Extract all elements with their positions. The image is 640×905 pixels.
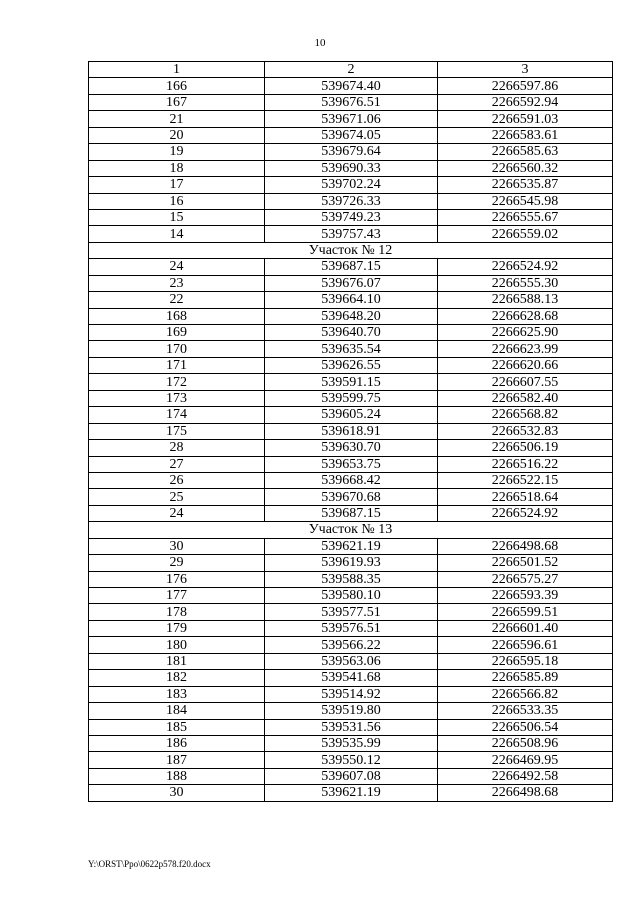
- y-coordinate-cell: 2266575.27: [438, 571, 613, 587]
- y-coordinate-cell: 2266597.86: [438, 78, 613, 94]
- table-row: [89, 160, 613, 176]
- point-number-cell: 30: [89, 785, 265, 801]
- page-number: 10: [314, 37, 326, 49]
- y-coordinate-cell: 2266492.58: [438, 768, 613, 784]
- section-title: Участок № 13: [89, 522, 613, 538]
- y-coordinate-cell: 2266625.90: [438, 325, 613, 341]
- y-coordinate-cell: 2266595.18: [438, 653, 613, 669]
- point-number-cell: 17: [89, 177, 265, 193]
- x-coordinate-cell: 539676.07: [265, 275, 438, 291]
- y-coordinate-cell: 2266582.40: [438, 390, 613, 406]
- y-coordinate-cell: 2266524.92: [438, 259, 613, 275]
- point-number-cell: 176: [89, 571, 265, 587]
- y-coordinate-cell: 2266518.64: [438, 489, 613, 505]
- table-row: [89, 390, 613, 406]
- point-number-cell: 185: [89, 719, 265, 735]
- table-row: [89, 259, 613, 275]
- table-row: [89, 571, 613, 587]
- table-row: [89, 341, 613, 357]
- table-row: [89, 423, 613, 439]
- table-row: [89, 785, 613, 801]
- x-coordinate-cell: 539690.33: [265, 160, 438, 176]
- point-number-cell: 29: [89, 555, 265, 571]
- x-coordinate-cell: 539541.68: [265, 670, 438, 686]
- table-row: [89, 308, 613, 324]
- x-coordinate-cell: 539618.91: [265, 423, 438, 439]
- x-coordinate-cell: 539535.99: [265, 735, 438, 751]
- y-coordinate-cell: 2266568.82: [438, 407, 613, 423]
- table-row: [89, 374, 613, 390]
- y-coordinate-cell: 2266599.51: [438, 604, 613, 620]
- y-coordinate-cell: 2266545.98: [438, 193, 613, 209]
- y-coordinate-cell: 2266566.82: [438, 686, 613, 702]
- table-row: [89, 555, 613, 571]
- table-row: [89, 719, 613, 735]
- x-coordinate-cell: 539635.54: [265, 341, 438, 357]
- table-row: [89, 407, 613, 423]
- x-coordinate-cell: 539670.68: [265, 489, 438, 505]
- table-row: [89, 209, 613, 225]
- x-coordinate-cell: 539531.56: [265, 719, 438, 735]
- point-number-cell: 15: [89, 209, 265, 225]
- point-number-cell: 178: [89, 604, 265, 620]
- x-coordinate-cell: 539671.06: [265, 111, 438, 127]
- point-number-cell: 171: [89, 357, 265, 373]
- y-coordinate-cell: 2266524.92: [438, 505, 613, 521]
- y-coordinate-cell: 2266506.54: [438, 719, 613, 735]
- table-row: [89, 127, 613, 143]
- file-path-footer: Y:\ORST\Ppo\0622p578.f20.docx: [88, 859, 211, 869]
- y-coordinate-cell: 2266607.55: [438, 374, 613, 390]
- point-number-cell: 25: [89, 489, 265, 505]
- point-number-cell: 182: [89, 670, 265, 686]
- section-row: [89, 522, 613, 538]
- point-number-cell: 30: [89, 538, 265, 554]
- table-row: [89, 670, 613, 686]
- point-number-cell: 186: [89, 735, 265, 751]
- table-row: [89, 78, 613, 94]
- y-coordinate-cell: 2266620.66: [438, 357, 613, 373]
- x-coordinate-cell: 539591.15: [265, 374, 438, 390]
- x-coordinate-cell: 539702.24: [265, 177, 438, 193]
- x-coordinate-cell: 539576.51: [265, 620, 438, 636]
- x-coordinate-cell: 539580.10: [265, 588, 438, 604]
- point-number-cell: 187: [89, 752, 265, 768]
- table-row: [89, 637, 613, 653]
- x-coordinate-cell: 539648.20: [265, 308, 438, 324]
- point-number-cell: 26: [89, 472, 265, 488]
- y-coordinate-cell: 2266588.13: [438, 292, 613, 308]
- x-coordinate-cell: 539674.40: [265, 78, 438, 94]
- y-coordinate-cell: 2266469.95: [438, 752, 613, 768]
- table-row: [89, 144, 613, 160]
- table-row: [89, 357, 613, 373]
- point-number-cell: 180: [89, 637, 265, 653]
- point-number-cell: 167: [89, 94, 265, 110]
- x-coordinate-cell: 539668.42: [265, 472, 438, 488]
- y-coordinate-cell: 2266516.22: [438, 456, 613, 472]
- table-row: [89, 752, 613, 768]
- point-number-cell: 177: [89, 588, 265, 604]
- y-coordinate-cell: 2266628.68: [438, 308, 613, 324]
- x-coordinate-cell: 539664.10: [265, 292, 438, 308]
- section-title: Участок № 12: [89, 242, 613, 258]
- x-coordinate-cell: 539577.51: [265, 604, 438, 620]
- y-coordinate-cell: 2266591.03: [438, 111, 613, 127]
- coordinates-table: [88, 61, 613, 802]
- point-number-cell: 22: [89, 292, 265, 308]
- table-header-row: [89, 62, 613, 78]
- x-coordinate-cell: 539653.75: [265, 456, 438, 472]
- x-coordinate-cell: 539588.35: [265, 571, 438, 587]
- column-header-point-number: 1: [89, 62, 265, 78]
- point-number-cell: 19: [89, 144, 265, 160]
- point-number-cell: 20: [89, 127, 265, 143]
- table-row: [89, 472, 613, 488]
- y-coordinate-cell: 2266533.35: [438, 703, 613, 719]
- table-row: [89, 604, 613, 620]
- point-number-cell: 175: [89, 423, 265, 439]
- y-coordinate-cell: 2266532.83: [438, 423, 613, 439]
- x-coordinate-cell: 539519.80: [265, 703, 438, 719]
- x-coordinate-cell: 539626.55: [265, 357, 438, 373]
- point-number-cell: 170: [89, 341, 265, 357]
- table-row: [89, 768, 613, 784]
- coordinates-table-body: [89, 62, 613, 802]
- point-number-cell: 21: [89, 111, 265, 127]
- table-row: [89, 653, 613, 669]
- x-coordinate-cell: 539630.70: [265, 440, 438, 456]
- x-coordinate-cell: 539687.15: [265, 505, 438, 521]
- table-row: [89, 735, 613, 751]
- point-number-cell: 183: [89, 686, 265, 702]
- point-number-cell: 174: [89, 407, 265, 423]
- point-number-cell: 24: [89, 259, 265, 275]
- table-row: [89, 588, 613, 604]
- y-coordinate-cell: 2266560.32: [438, 160, 613, 176]
- x-coordinate-cell: 539687.15: [265, 259, 438, 275]
- table-row: [89, 456, 613, 472]
- table-row: [89, 193, 613, 209]
- y-coordinate-cell: 2266592.94: [438, 94, 613, 110]
- point-number-cell: 172: [89, 374, 265, 390]
- table-row: [89, 505, 613, 521]
- table-row: [89, 440, 613, 456]
- y-coordinate-cell: 2266559.02: [438, 226, 613, 242]
- point-number-cell: 18: [89, 160, 265, 176]
- table-row: [89, 275, 613, 291]
- point-number-cell: 27: [89, 456, 265, 472]
- x-coordinate-cell: 539599.75: [265, 390, 438, 406]
- point-number-cell: 166: [89, 78, 265, 94]
- table-row: [89, 111, 613, 127]
- point-number-cell: 168: [89, 308, 265, 324]
- x-coordinate-cell: 539607.08: [265, 768, 438, 784]
- point-number-cell: 24: [89, 505, 265, 521]
- x-coordinate-cell: 539514.92: [265, 686, 438, 702]
- y-coordinate-cell: 2266522.15: [438, 472, 613, 488]
- y-coordinate-cell: 2266535.87: [438, 177, 613, 193]
- y-coordinate-cell: 2266593.39: [438, 588, 613, 604]
- table-row: [89, 325, 613, 341]
- table-row: [89, 703, 613, 719]
- y-coordinate-cell: 2266583.61: [438, 127, 613, 143]
- x-coordinate-cell: 539550.12: [265, 752, 438, 768]
- table-row: [89, 686, 613, 702]
- y-coordinate-cell: 2266585.89: [438, 670, 613, 686]
- x-coordinate-cell: 539566.22: [265, 637, 438, 653]
- x-coordinate-cell: 539605.24: [265, 407, 438, 423]
- y-coordinate-cell: 2266508.96: [438, 735, 613, 751]
- x-coordinate-cell: 539619.93: [265, 555, 438, 571]
- table-row: [89, 94, 613, 110]
- point-number-cell: 23: [89, 275, 265, 291]
- table-row: [89, 292, 613, 308]
- y-coordinate-cell: 2266601.40: [438, 620, 613, 636]
- point-number-cell: 14: [89, 226, 265, 242]
- x-coordinate-cell: 539757.43: [265, 226, 438, 242]
- y-coordinate-cell: 2266585.63: [438, 144, 613, 160]
- x-coordinate-cell: 539749.23: [265, 209, 438, 225]
- x-coordinate-cell: 539640.70: [265, 325, 438, 341]
- table-row: [89, 620, 613, 636]
- point-number-cell: 188: [89, 768, 265, 784]
- point-number-cell: 28: [89, 440, 265, 456]
- section-row: [89, 242, 613, 258]
- y-coordinate-cell: 2266555.30: [438, 275, 613, 291]
- y-coordinate-cell: 2266498.68: [438, 538, 613, 554]
- point-number-cell: 16: [89, 193, 265, 209]
- column-header-x: 2: [265, 62, 438, 78]
- y-coordinate-cell: 2266623.99: [438, 341, 613, 357]
- point-number-cell: 179: [89, 620, 265, 636]
- column-header-y: 3: [438, 62, 613, 78]
- x-coordinate-cell: 539679.64: [265, 144, 438, 160]
- x-coordinate-cell: 539726.33: [265, 193, 438, 209]
- x-coordinate-cell: 539621.19: [265, 785, 438, 801]
- x-coordinate-cell: 539563.06: [265, 653, 438, 669]
- y-coordinate-cell: 2266555.67: [438, 209, 613, 225]
- table-row: [89, 226, 613, 242]
- x-coordinate-cell: 539674.05: [265, 127, 438, 143]
- table-row: [89, 489, 613, 505]
- y-coordinate-cell: 2266596.61: [438, 637, 613, 653]
- point-number-cell: 181: [89, 653, 265, 669]
- point-number-cell: 169: [89, 325, 265, 341]
- table-row: [89, 538, 613, 554]
- x-coordinate-cell: 539676.51: [265, 94, 438, 110]
- y-coordinate-cell: 2266506.19: [438, 440, 613, 456]
- table-row: [89, 177, 613, 193]
- x-coordinate-cell: 539621.19: [265, 538, 438, 554]
- y-coordinate-cell: 2266501.52: [438, 555, 613, 571]
- y-coordinate-cell: 2266498.68: [438, 785, 613, 801]
- point-number-cell: 173: [89, 390, 265, 406]
- point-number-cell: 184: [89, 703, 265, 719]
